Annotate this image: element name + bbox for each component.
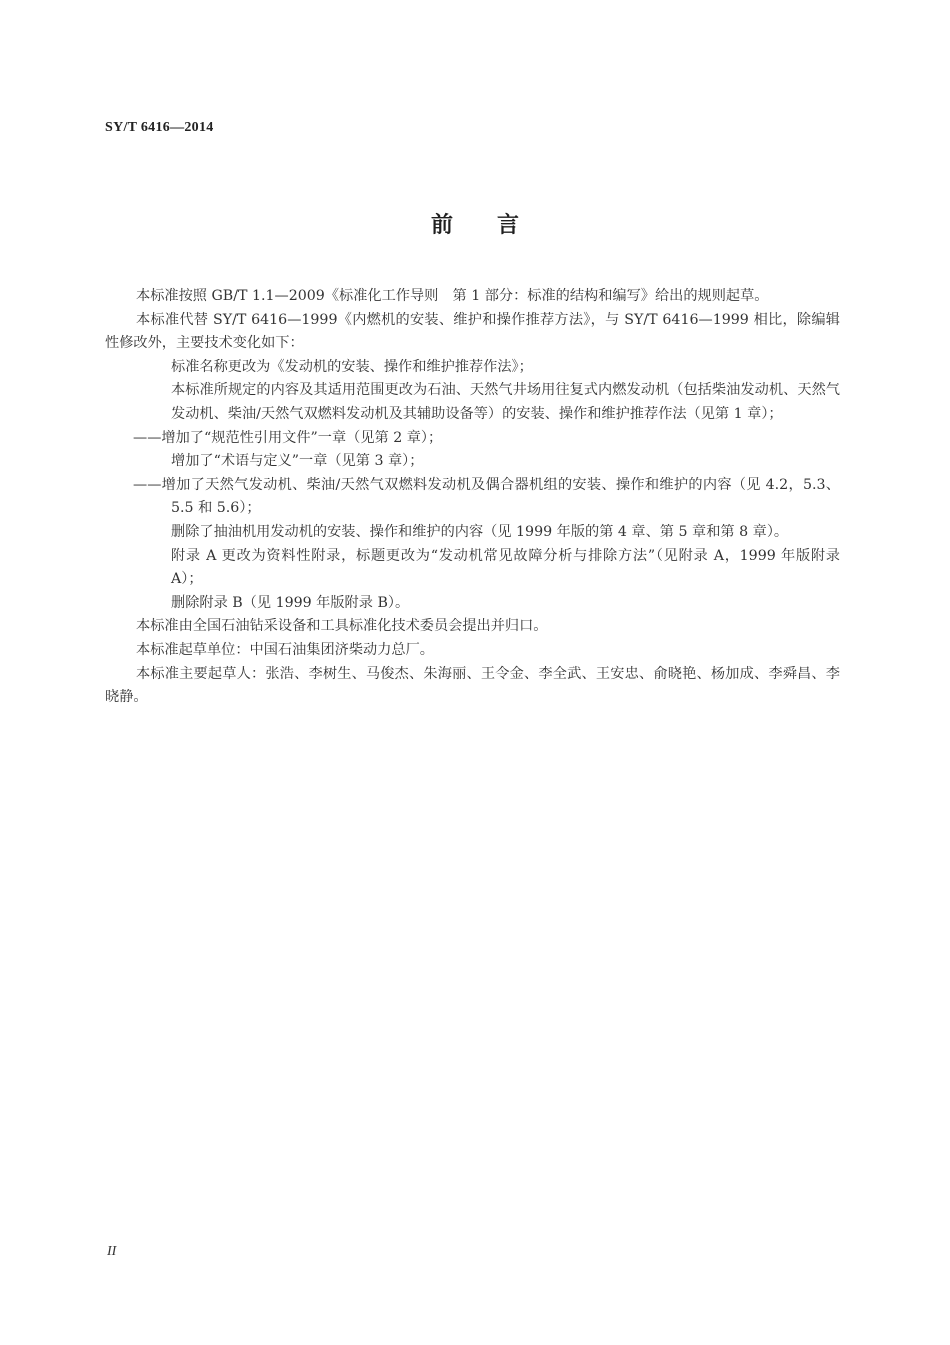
paragraph-drafters: 本标准主要起草人：张浩、李树生、马俊杰、朱海丽、王令金、李全武、王安忠、俞晓艳、杨加成、李舜昌、李晓静。 — [105, 665, 840, 706]
paragraph-proposer: 本标准由全国石油钻采设备和工具标准化技术委员会提出并归口。 — [136, 618, 548, 635]
paragraph-replacement: 本标准代替 SY/T 6416—1999《内燃机的安装、维护和操作推荐方法》，与 SY/T 6416—1999 相比，除编辑性修改外，主要技术变化如下： — [105, 311, 840, 352]
foreword-body — [105, 285, 840, 710]
page-title: 前言 — [430, 213, 563, 238]
change-item-3: ——增加了“规范性引用文件”一章（见第 2 章）； — [133, 429, 443, 446]
page-number: II — [107, 1244, 117, 1259]
change-item-7: 附录 A 更改为资料性附录，标题更改为“发动机常见故障分析与排除方法”（见附录 A，1999 年版附录 A）； — [171, 547, 840, 588]
change-item-6: 删除了抽油机用发动机的安装、操作和维护的内容（见 1999 年版的第 4 章、第 5 章和第 8 章）。 — [171, 523, 789, 540]
change-item-5: ——增加了天然气发动机、柴油/天然气双燃料发动机及偶合器机组的安装、操作和维护的内容（见 4.2，5.3、5.5 和 5.6）； — [133, 476, 840, 517]
change-item-8: 删除附录 B（见 1999 年版附录 B）。 — [171, 594, 410, 611]
change-item-2: 本标准所规定的内容及其适用范围更改为石油、天然气井场用往复式内燃发动机（包括柴油发动机、天然气发动机、柴油/天然气双燃料发动机及其辅助设备等）的安装、操作和维护推荐作法（见第 1 章）； — [171, 382, 840, 422]
change-item-1: 标准名称更改为《发动机的安装、操作和维护推荐作法》； — [171, 358, 533, 375]
standard-code: SY/T 6416—2014 — [105, 120, 214, 135]
paragraph-drafting-rules: 本标准按照 GB/T 1.1—2009《标准化工作导则 第 1 部分：标准的结构和编写》给出的规则起草。 — [136, 288, 769, 304]
change-item-4: 增加了“术语与定义”一章（见第 3 章）； — [171, 453, 424, 470]
paragraph-drafting-unit: 本标准起草单位：中国石油集团济柴动力总厂。 — [136, 641, 434, 658]
